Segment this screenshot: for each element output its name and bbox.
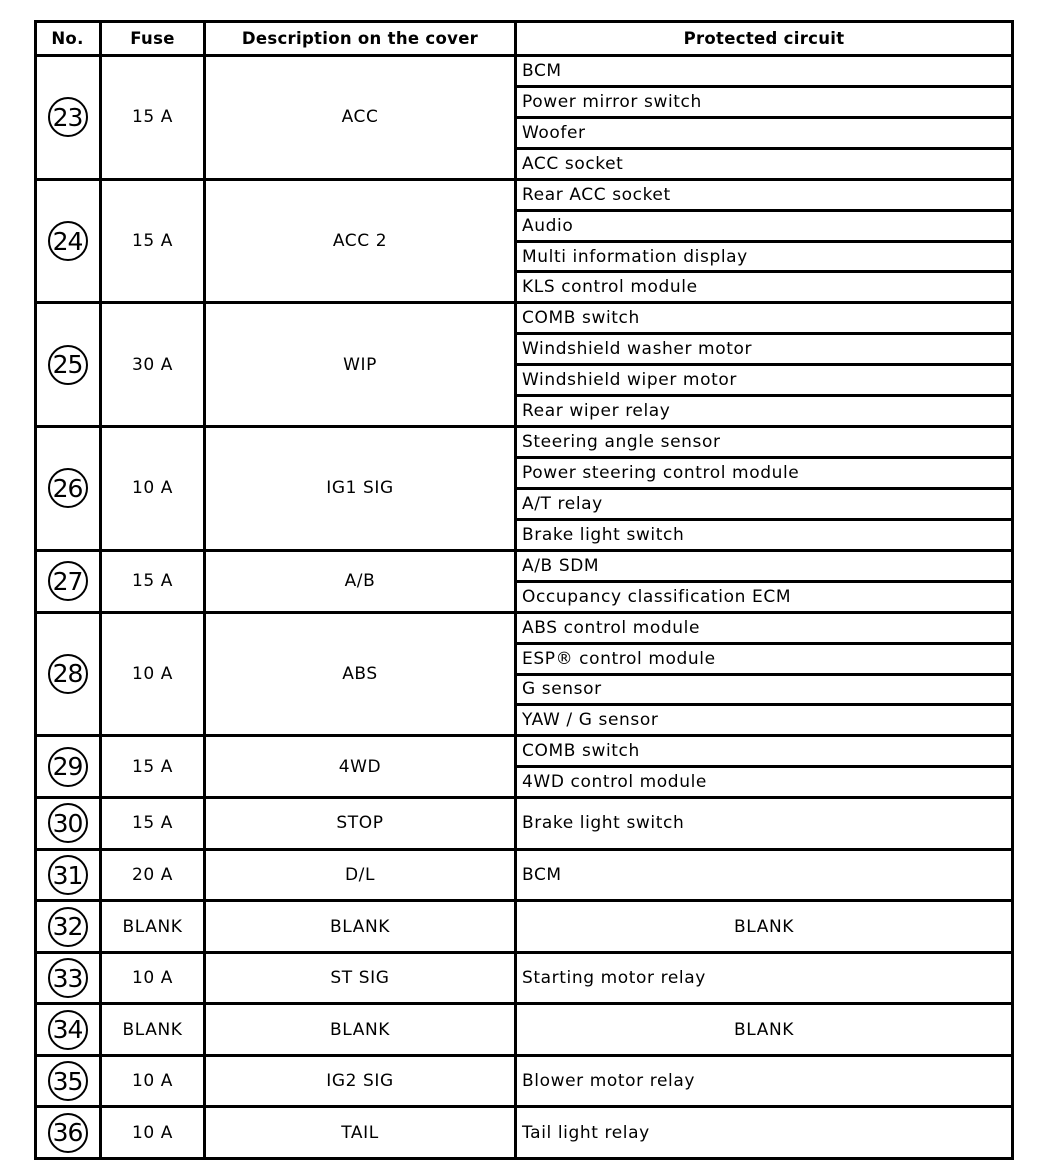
protected-circuit-cell: Audio [515, 210, 1013, 242]
protected-circuit-cell: Occupancy classification ECM [515, 581, 1013, 613]
fuse-number-cell [34, 550, 101, 613]
protected-circuit-cell: Power mirror switch [515, 86, 1013, 118]
protected-circuit-cell: BLANK [515, 1003, 1013, 1056]
protected-circuit-cell: BCM [515, 55, 1013, 87]
fuse-number-badge: 31 [48, 855, 88, 895]
protected-circuit-cell: Rear wiper relay [515, 395, 1013, 427]
fuse-number-cell [34, 612, 101, 737]
cover-description-cell: WIP [204, 302, 516, 427]
fuse-rating-cell: 15 A [100, 55, 205, 180]
protected-circuit-cell: Brake light switch [515, 797, 1013, 850]
fuse-table [35, 21, 1013, 1159]
protected-circuit-cell: Starting motor relay [515, 952, 1013, 1005]
cover-description-cell: IG2 SIG [204, 1055, 516, 1108]
fuse-number-badge: 24 [48, 221, 88, 261]
fuse-number-cell [34, 1003, 101, 1056]
protected-circuit-cell: Brake light switch [515, 519, 1013, 551]
protected-circuit-cell: Windshield washer motor [515, 333, 1013, 365]
protected-circuit-cell: Tail light relay [515, 1106, 1013, 1159]
fuse-number-badge: 26 [48, 468, 88, 508]
cover-description-cell: D/L [204, 849, 516, 902]
fuse-number-cell [34, 179, 101, 304]
fuse-number-badge: 35 [48, 1061, 88, 1101]
protected-circuit-cell: ABS control module [515, 612, 1013, 644]
fuse-rating-cell: 15 A [100, 550, 205, 613]
fuse-number-cell [34, 1055, 101, 1108]
cover-description-cell: ACC 2 [204, 179, 516, 304]
fuse-rating-cell: 30 A [100, 302, 205, 427]
fuse-number-badge: 36 [48, 1113, 88, 1153]
fuse-table-grid [35, 21, 1013, 1159]
protected-circuit-cell: Woofer [515, 117, 1013, 149]
fuse-rating-cell: 15 A [100, 179, 205, 304]
protected-circuit-cell: Windshield wiper motor [515, 364, 1013, 396]
fuse-number-cell [34, 849, 101, 902]
cover-description-cell: STOP [204, 797, 516, 850]
header-fuse: Fuse [100, 20, 205, 56]
fuse-number-cell [34, 735, 101, 798]
fuse-number-cell [34, 900, 101, 953]
fuse-rating-cell: BLANK [100, 1003, 205, 1056]
protected-circuit-cell: COMB switch [515, 735, 1013, 767]
fuse-number-badge: 27 [48, 561, 88, 601]
fuse-rating-cell: 15 A [100, 797, 205, 850]
protected-circuit-cell: Steering angle sensor [515, 426, 1013, 458]
fuse-rating-cell: 10 A [100, 426, 205, 551]
cover-description-cell: BLANK [204, 900, 516, 953]
protected-circuit-cell: A/B SDM [515, 550, 1013, 582]
protected-circuit-cell: KLS control module [515, 271, 1013, 303]
fuse-number-cell [34, 1106, 101, 1159]
cover-description-cell: A/B [204, 550, 516, 613]
fuse-number-cell [34, 797, 101, 850]
cover-description-cell: ST SIG [204, 952, 516, 1005]
fuse-rating-cell: 20 A [100, 849, 205, 902]
fuse-number-badge: 29 [48, 747, 88, 787]
fuse-rating-cell: 10 A [100, 952, 205, 1005]
protected-circuit-cell: ESP® control module [515, 643, 1013, 675]
header-protected-circuit: Protected circuit [515, 20, 1013, 56]
protected-circuit-cell: COMB switch [515, 302, 1013, 334]
protected-circuit-cell: A/T relay [515, 488, 1013, 520]
fuse-number-badge: 34 [48, 1010, 88, 1050]
protected-circuit-cell: 4WD control module [515, 766, 1013, 798]
fuse-number-badge: 25 [48, 345, 88, 385]
header-no: No. [34, 20, 101, 56]
cover-description-cell: ACC [204, 55, 516, 180]
fuse-number-badge: 30 [48, 803, 88, 843]
fuse-number-cell [34, 302, 101, 427]
fuse-number-badge: 32 [48, 907, 88, 947]
fuse-number-cell [34, 426, 101, 551]
fuse-number-badge: 28 [48, 654, 88, 694]
cover-description-cell: 4WD [204, 735, 516, 798]
fuse-number-badge: 33 [48, 958, 88, 998]
fuse-rating-cell: 15 A [100, 735, 205, 798]
cover-description-cell: TAIL [204, 1106, 516, 1159]
protected-circuit-cell: G sensor [515, 674, 1013, 706]
fuse-rating-cell: BLANK [100, 900, 205, 953]
fuse-number-cell [34, 952, 101, 1005]
cover-description-cell: ABS [204, 612, 516, 737]
protected-circuit-cell: BLANK [515, 900, 1013, 953]
fuse-rating-cell: 10 A [100, 612, 205, 737]
protected-circuit-cell: Power steering control module [515, 457, 1013, 489]
cover-description-cell: BLANK [204, 1003, 516, 1056]
fuse-rating-cell: 10 A [100, 1055, 205, 1108]
fuse-number-cell [34, 55, 101, 180]
protected-circuit-cell: YAW / G sensor [515, 704, 1013, 736]
fuse-number-badge: 23 [48, 97, 88, 137]
cover-description-cell: IG1 SIG [204, 426, 516, 551]
protected-circuit-cell: Blower motor relay [515, 1055, 1013, 1108]
fuse-rating-cell: 10 A [100, 1106, 205, 1159]
protected-circuit-cell: Rear ACC socket [515, 179, 1013, 211]
header-description: Description on the cover [204, 20, 516, 56]
protected-circuit-cell: BCM [515, 849, 1013, 902]
protected-circuit-cell: Multi information display [515, 241, 1013, 273]
protected-circuit-cell: ACC socket [515, 148, 1013, 180]
